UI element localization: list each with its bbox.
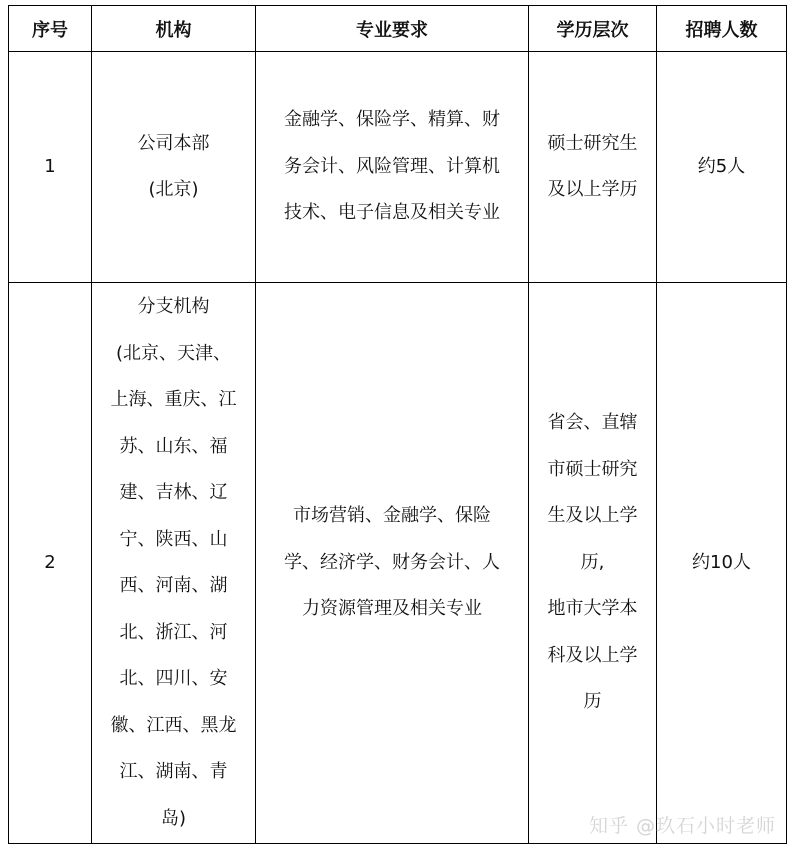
cell-line: 力资源管理及相关专业 bbox=[302, 598, 482, 620]
cell-line: 学、经济学、财务会计、人 bbox=[284, 551, 500, 573]
cell-index: 2 bbox=[9, 283, 92, 844]
watermark: 知乎 @玖石小时老师 bbox=[588, 815, 776, 837]
cell-line: 公司本部 bbox=[137, 132, 210, 154]
header-index: 序号 bbox=[9, 6, 92, 52]
table-row bbox=[9, 52, 787, 283]
cell-line: 宁、陕西、山 bbox=[119, 528, 228, 550]
cell-line: 建、吉林、辽 bbox=[119, 482, 228, 503]
cell-line: 务会计、风险管理、计算机 bbox=[284, 155, 500, 177]
table-header-row bbox=[9, 6, 787, 52]
table-row bbox=[9, 283, 787, 844]
header-organization: 机构 bbox=[92, 6, 256, 52]
cell-line: 江、湖南、青 bbox=[119, 761, 228, 782]
cell-index: 1 bbox=[9, 52, 92, 283]
header-hiring-count: 招聘人数 bbox=[657, 6, 787, 52]
cell-line: 硕士研究生 bbox=[547, 132, 638, 154]
cell-line: 北、浙江、河 bbox=[119, 621, 228, 643]
cell-line: 上海、重庆、江 bbox=[110, 389, 237, 410]
recruitment-table bbox=[8, 5, 787, 844]
cell-line: 岛) bbox=[160, 807, 187, 829]
cell-line: (北京) bbox=[148, 179, 199, 200]
cell-education-level bbox=[529, 52, 657, 283]
header-education-level: 学历层次 bbox=[529, 6, 657, 52]
cell-line: 科及以上学 bbox=[547, 644, 638, 666]
cell-organization bbox=[92, 283, 256, 844]
cell-line: 北、四川、安 bbox=[119, 668, 228, 689]
header-major-requirement: 专业要求 bbox=[256, 6, 529, 52]
cell-major-requirement bbox=[256, 52, 529, 283]
cell-line: 省会、直辖 bbox=[547, 412, 638, 434]
cell-line: 市硕士研究 bbox=[547, 458, 638, 480]
cell-line: 苏、山东、福 bbox=[119, 435, 228, 457]
cell-line: 地市大学本 bbox=[547, 598, 638, 620]
cell-line: 市场营销、金融学、保险 bbox=[293, 505, 491, 527]
cell-education-level bbox=[529, 283, 657, 844]
cell-line: 历, bbox=[580, 551, 605, 573]
cell-line: 西、河南、湖 bbox=[119, 575, 228, 596]
cell-line: 金融学、保险学、精算、财 bbox=[284, 109, 500, 131]
cell-line: 分支机构 bbox=[137, 296, 210, 317]
cell-line: (北京、天津、 bbox=[115, 342, 232, 364]
cell-line: 历 bbox=[583, 691, 602, 713]
cell-line: 生及以上学 bbox=[547, 505, 638, 527]
cell-major-requirement bbox=[256, 283, 529, 844]
cell-organization bbox=[92, 52, 256, 283]
cell-line: 技术、电子信息及相关专业 bbox=[284, 202, 500, 224]
cell-line: 及以上学历 bbox=[547, 179, 638, 200]
cell-hiring-count: 约5人 bbox=[657, 52, 787, 283]
cell-hiring-count: 约10人 bbox=[657, 283, 787, 844]
cell-line: 徽、江西、黑龙 bbox=[110, 714, 237, 736]
